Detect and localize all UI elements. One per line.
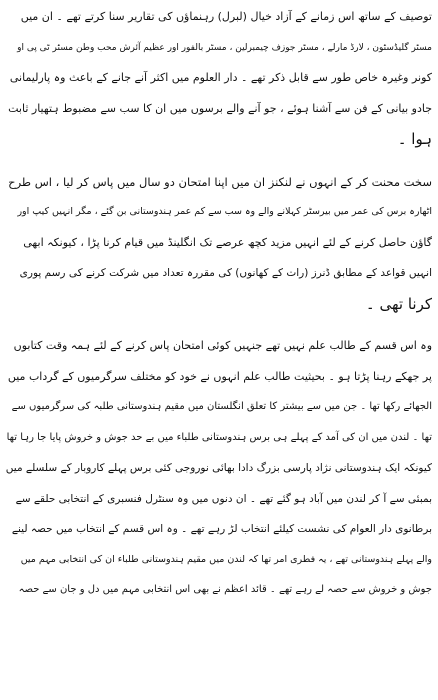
text-line: توصیف کے ساتھ اس زمانے کے آزاد خیال (لبرل) رہنماؤں کی تقاریر سنا کرتے تھے ۔ ان میں <box>20 10 432 23</box>
paragraph-1 <box>6 2 432 155</box>
text-line: جوش و خروش سے حصہ لے رہے تھے ۔ قائد اعظم نے بھی اس انتخابی مہم میں دل و جان سے حصہ <box>18 584 432 595</box>
text-line: بمبئی سے آ کر لندن میں آباد ہو گئے تھے ۔ ان دنوں میں وہ سنٹرل فنسبری کے انتخابی حلقے سے <box>15 492 432 505</box>
text-line: برطانوی دار العوام کی نشست کیلئے انتخاب لڑ رہے تھے ۔ وہ اس قسم کے انتخاب میں حصہ لینے <box>11 523 432 535</box>
text-line: گاؤن حاصل کرنے کے لئے انہیں مزید کچھ عرصے تک انگلینڈ میں قیام کرنا پڑا ، کیونکہ ابھی <box>23 235 432 249</box>
paragraph-3 <box>6 331 432 606</box>
text-line: کرنا تھی ۔ <box>365 294 432 313</box>
text-line: کونر وغیرہ خاص طور سے قابل ذکر تھے ۔ دار العلوم میں اکثر آنے جانے کے باعث وہ پارلیمانی <box>9 71 432 84</box>
text-line: سخت محنت کر کے انہوں نے لنکنز ان میں اپنا امتحان دو سال میں پاس کر لیا ، اس طرح <box>8 174 432 189</box>
text-line: والے پہلے ہندوستانی تھے ، یہ فطری امر تھا کہ لندن میں مقیم ہندوستانی طلباء ان کی انتخابی مہم میں <box>20 553 432 565</box>
text-line: تھا ۔ لندن میں ان کی آمد کے پہلے ہی برس ہندوستانی طلباء میں بے حد جوش و خروش پایا جا رہا تھا <box>6 431 432 443</box>
text-line: الجھائے رکھا تھا ۔ جن میں سے بیشتر کا تعلق انگلستان میں مقیم ہندوستانی طلبہ کی سرگرمیوں سے <box>11 401 432 412</box>
text-line: مسٹر گلیڈسٹون ، لارڈ مارلے ، مسٹر جوزف چیمبرلین ، مسٹر بالفور اور عظیم آئرش محب وطن مسٹر ٹی پی او <box>17 42 432 53</box>
text-line: وہ اس قسم کے طالب علم نہیں تھے جنہیں کوئی امتحان پاس کرنے کے لئے ہمہ وقت کتابوں <box>13 339 432 352</box>
text-line: پر جھکے رہنا پڑتا ہو ۔ بحیثیت طالب علم انہوں نے خود کو مختلف سرگرمیوں کے گرداب میں <box>7 369 432 383</box>
paragraph-2 <box>6 167 432 320</box>
text-line: جادو بیانی کے فن سے آشنا ہوئے ، جو آنے والے برسوں میں ان کا سب سے مضبوط ہتھیار ثابت <box>8 101 432 115</box>
text-line: کیونکہ ایک ہندوستانی نژاد پارسی بزرگ دادا بھائی نوروجی کئی برس پہلے کاروبار کے سلسلے میں <box>6 462 432 474</box>
text-line: اٹھارہ برس کی عمر میں بیرسٹر کہلانے والے وہ سب سے کم عمر ہندوستانی بن گئے ، مگر انہیں کیپ اور <box>17 206 432 217</box>
text-line: انہیں قواعد کے مطابق ڈنرز (رات کے کھانوں) کی مقررہ تعداد میں شرکت کرنے کی رسم پوری <box>19 267 432 279</box>
text-line: ہوا ۔ <box>397 130 432 148</box>
